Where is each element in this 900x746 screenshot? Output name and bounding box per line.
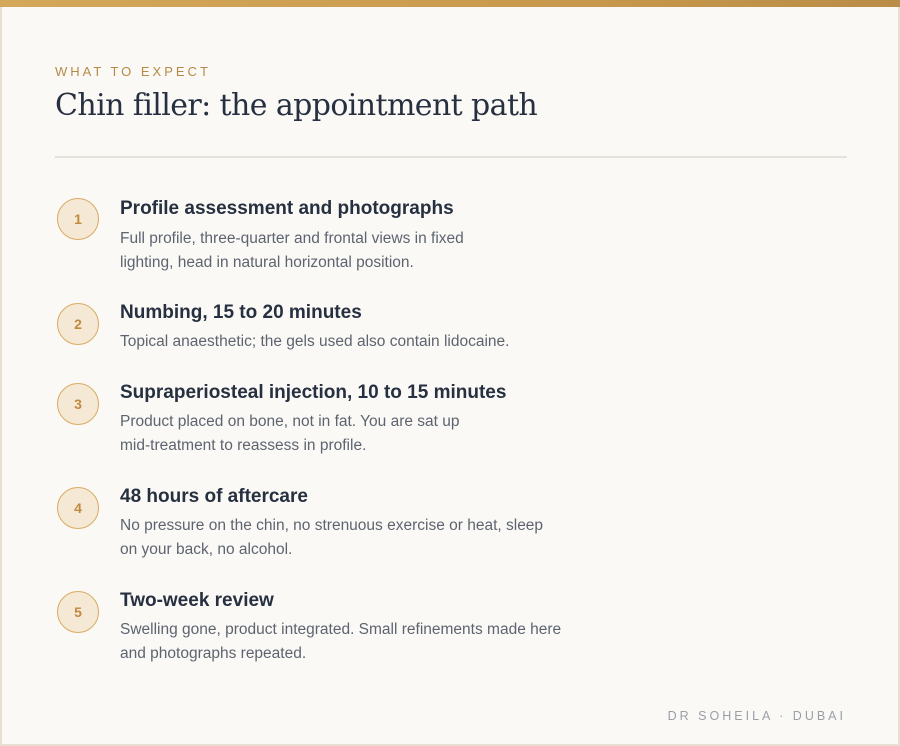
step-description — [120, 410, 600, 458]
step-description-line: Full profile, three-quarter and frontal views in fixed — [120, 230, 464, 247]
step-number-badge: 2 — [57, 303, 99, 345]
step-description-line: on your back, no alcohol. — [120, 541, 293, 558]
step-number-badge: 4 — [57, 487, 99, 529]
step-description-line: No pressure on the chin, no strenuous exercise or heat, sleep — [120, 517, 544, 534]
step-description-line: lighting, head in natural horizontal position. — [120, 254, 414, 271]
step-description-line: Product placed on bone, not in fat. You are sat up — [120, 413, 460, 430]
step-description — [120, 618, 600, 666]
steps-list — [2, 2, 898, 744]
step-title: Two-week review — [120, 590, 274, 611]
step-description — [120, 330, 600, 354]
step-description — [120, 514, 600, 562]
step-title: 48 hours of aftercare — [120, 486, 308, 507]
step-description-line: Swelling gone, product integrated. Small refinements made here — [120, 621, 562, 638]
step-description-line: mid-treatment to reassess in profile. — [120, 437, 367, 454]
step-description-line: and photographs repeated. — [120, 645, 307, 662]
page-title: Chin filler: the appointment path — [55, 88, 538, 123]
step-description — [120, 227, 600, 275]
step-number-badge: 3 — [57, 383, 99, 425]
step-title: Numbing, 15 to 20 minutes — [120, 302, 362, 323]
step-description-line: Topical anaesthetic; the gels used also contain lidocaine. — [120, 333, 510, 350]
step-number-badge: 5 — [57, 591, 99, 633]
eyebrow-label: WHAT TO EXPECT — [55, 64, 211, 79]
footer-brand: DR SOHEILA · DUBAI — [667, 709, 846, 723]
step-title: Profile assessment and photographs — [120, 198, 454, 219]
step-number-badge: 1 — [57, 198, 99, 240]
step-title: Supraperiosteal injection, 10 to 15 minutes — [120, 382, 507, 403]
